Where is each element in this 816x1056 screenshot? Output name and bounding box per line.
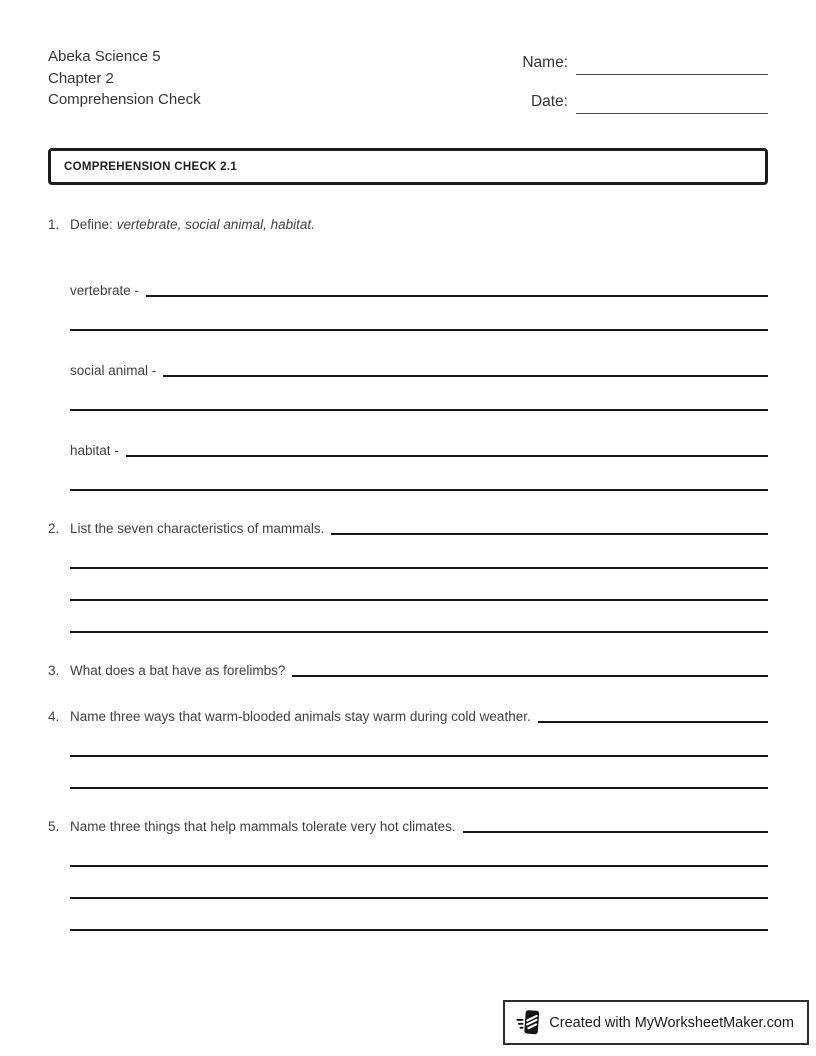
term-label: social animal -: [70, 363, 157, 378]
answer-blank-line: [70, 787, 768, 789]
question-terms: vertebrate, social animal, habitat.: [116, 217, 315, 232]
question-number: 2.: [48, 521, 60, 536]
answer-blank-line: [70, 631, 768, 633]
answer-blank-line: [70, 929, 768, 931]
date-field-row: [512, 88, 768, 114]
question-3: [48, 663, 768, 679]
answer-blank-line: [70, 599, 768, 601]
question-text: [70, 217, 315, 233]
answer-blank-line: [70, 409, 768, 411]
term-label: habitat -: [70, 443, 119, 458]
answer-blank-line: [70, 489, 768, 491]
title-box: [48, 148, 768, 185]
question-1: [48, 217, 768, 233]
answer-blank-line: [126, 455, 768, 457]
question-number: 3.: [48, 663, 60, 678]
answer-blank-line: [163, 375, 768, 377]
footer-credit-text: Created with MyWorksheetMaker.com: [549, 1014, 794, 1031]
course-title: Abeka Science 5: [48, 48, 161, 65]
question-prompt: Define:: [70, 217, 113, 232]
question-text: Name three things that help mammals tolerate very hot climates.: [70, 819, 456, 834]
answer-blank-line: [70, 865, 768, 867]
name-label: Name:: [522, 54, 568, 71]
date-blank-line: [576, 87, 768, 114]
question-number: 4.: [48, 709, 60, 724]
question-4: [48, 709, 768, 725]
answer-blank-line: [70, 755, 768, 757]
definition-row-habitat: [70, 443, 768, 459]
question-text: What does a bat have as forelimbs?: [70, 663, 286, 678]
answer-blank-line: [70, 329, 768, 331]
question-text: List the seven characteristics of mammals.: [70, 521, 325, 536]
student-fields: [512, 46, 768, 114]
worksheet-info: [48, 46, 201, 114]
name-field-row: [512, 49, 768, 75]
date-label: Date:: [530, 93, 568, 110]
chapter-title: Chapter 2: [48, 69, 114, 87]
question-number: 5.: [48, 819, 60, 834]
answer-blank-line: [70, 897, 768, 899]
worksheet-document-speed-icon: [516, 1009, 540, 1036]
answer-blank-line: [463, 831, 768, 833]
worksheet-type: Comprehension Check: [48, 91, 201, 108]
answer-blank-line: [331, 533, 768, 535]
name-blank-line: [576, 48, 768, 75]
answer-blank-line: [292, 675, 768, 677]
definition-row-social-animal: [70, 363, 768, 379]
answer-blank-line: [146, 295, 768, 297]
question-text: Name three ways that warm-blooded animals stay warm during cold weather.: [70, 709, 531, 724]
question-5: [48, 819, 768, 835]
definition-row-vertebrate: [70, 283, 768, 299]
question-number: 1.: [48, 217, 60, 232]
answer-blank-line: [538, 721, 768, 723]
answer-blank-line: [70, 567, 768, 569]
question-2: [48, 521, 768, 537]
worksheet-title: COMPREHENSION CHECK 2.1: [64, 160, 238, 173]
header: [48, 46, 768, 114]
term-label: vertebrate -: [70, 283, 140, 298]
footer-credit: [503, 1000, 809, 1045]
